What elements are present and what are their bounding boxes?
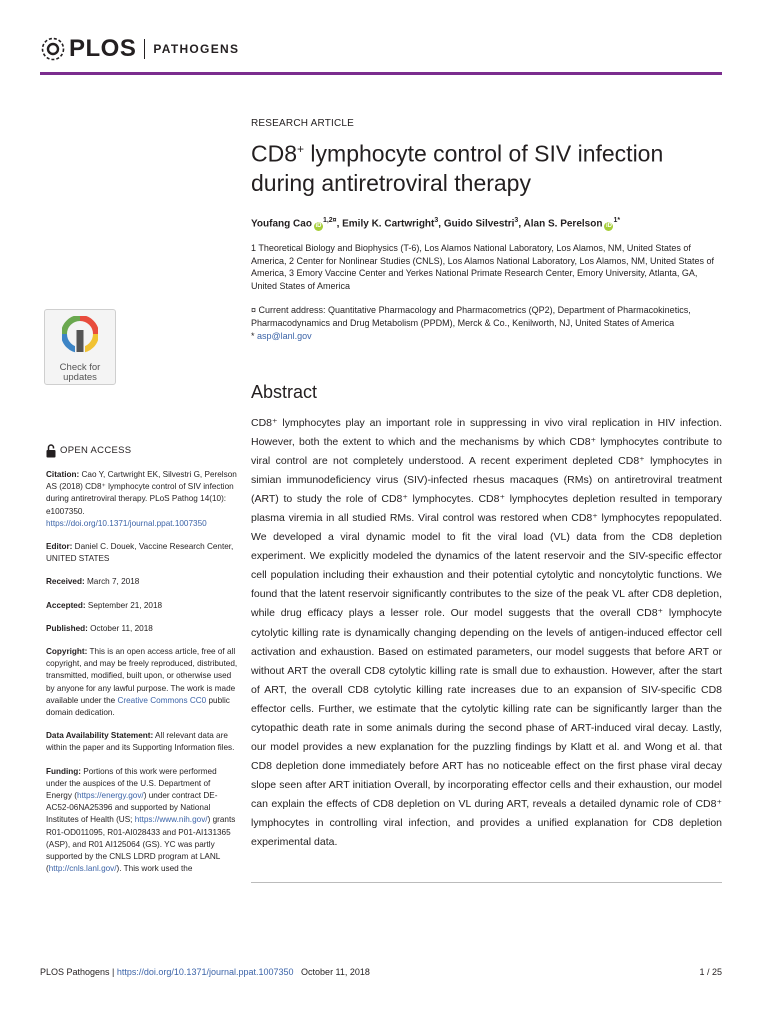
check-line-1: Check for (59, 362, 101, 373)
header-rule (40, 72, 722, 75)
journal-logo[interactable] (40, 34, 239, 64)
funding-text-2: ) under contract DE-AC52-06NA25396 and supported by National Institutes of Health (US; (46, 791, 218, 825)
author-name[interactable]: Alan S. Perelson (523, 217, 603, 229)
open-access-label (46, 444, 238, 458)
author-list: Youfang Cao $iD^{1,2¤}$, Emily K. Cartwright$^3$, Guido Silvestri$^3$, Alan S. Perelson $iD^{1*}$ (251, 216, 621, 229)
orcid-icon[interactable]: iD (605, 222, 612, 229)
author-sup: 1* (613, 216, 621, 224)
creative-commons-link[interactable]: Creative Commons CC0 (117, 695, 207, 705)
editor-label: Editor: (46, 542, 73, 552)
footer-citation (40, 967, 370, 977)
footer-journal: PLOS Pathogens | (40, 967, 117, 977)
abstract-heading: Abstract (251, 382, 318, 402)
copyright-end: public domain dedication. (46, 695, 230, 718)
funding-text-1: Portions of this work were performed under the auspices of the U.S. Department of Energy ( (46, 766, 217, 801)
published-label: Published: (46, 623, 88, 633)
cnls-link[interactable]: http://cnls.lanl.gov/ (48, 864, 117, 874)
corresponding-email-link[interactable]: asp@lanl.gov (257, 330, 312, 341)
sidebar (46, 444, 238, 886)
check-line-2: updates (63, 372, 97, 383)
citation-label: Citation: (46, 470, 80, 479)
funding-text-4: ). This work used the (116, 864, 193, 874)
author-name[interactable]: Youfang Cao (251, 217, 312, 229)
nih-gov-link[interactable]: https://www.nih.gov/ (134, 815, 208, 825)
copyright-label: Copyright: (46, 647, 88, 657)
author-sup: 3 (514, 216, 519, 224)
title-sup: + (297, 142, 305, 156)
funding (46, 766, 238, 876)
published-date: October 11, 2018 (87, 623, 153, 633)
abstract-divider (251, 882, 722, 883)
received (46, 576, 238, 588)
author-name[interactable]: Emily K. Cartwright (342, 217, 435, 229)
editor-text: Daniel C. Douek, Vaccine Research Center, UNITED STATES (46, 542, 234, 564)
author-name[interactable]: Guido Silvestri (443, 217, 515, 229)
article-type: RESEARCH ARTICLE (251, 118, 355, 129)
current-address (251, 304, 722, 342)
article-title (251, 135, 722, 198)
editor (46, 541, 238, 565)
accepted (46, 600, 238, 612)
citation (46, 469, 238, 530)
citation-text: Cao Y, Cartwright EK, Silvestri G, Perelson AS (2018) CD8⁺ lymphocyte control of SIV infection during antiretroviral therapy. PLoS Pathog 14(10): e1007350. (46, 470, 237, 516)
title-prefix: CD8 (251, 140, 298, 167)
title-rest: lymphocyte control of SIV infection during antiretroviral therapy (251, 140, 664, 196)
data-availability-label: Data Availability Statement: (46, 731, 154, 741)
orcid-icon[interactable]: iD (315, 222, 322, 229)
logo-word: PLOS (69, 35, 137, 62)
funding-text-3: ) grants R01-OD011095, R01-AI028433 and P01-AI131365 (ASP), and R01 AI125064 (GS). YC was partly supported by the CNLS LDRD program at LANL ( (46, 815, 236, 874)
received-date: March 7, 2018 (84, 577, 140, 587)
copyright-text: This is an open access article, free of all copyright, and may be freely reproduced, distributed, transmitted, modified, built upon, or otherwise used by anyone for any lawful purpose. The work is made available under the (46, 647, 238, 705)
page-number: 1 / 25 (699, 967, 722, 977)
current-address-text: ¤ Current address: Quantitative Pharmacology and Pharmacometrics (QP2), Department of Pharmacokinetics, Pharmacodynamics and Drug Metabolism (PPDM), Merck & Co., Kenilworth, NJ, United States of America (251, 305, 691, 328)
copyright (46, 646, 238, 719)
logo-separator (144, 39, 145, 59)
author-sup: 1,2¤ (322, 216, 337, 224)
check-for-updates-badge[interactable] (44, 309, 116, 385)
main-column (251, 118, 722, 849)
journal-name: PATHOGENS (153, 42, 240, 56)
footer-date: October 11, 2018 (301, 967, 370, 977)
data-availability-text: All relevant data are within the paper and its Supporting Information files. (46, 731, 235, 753)
citation-doi-link[interactable]: https://doi.org/10.1371/journal.ppat.1007350 (46, 518, 207, 528)
author-sup: 3 (434, 216, 439, 224)
plos-logo-icon (40, 36, 66, 62)
accepted-label: Accepted: (46, 600, 86, 610)
footer-doi-link[interactable]: https://doi.org/10.1371/journal.ppat.1007350 (116, 967, 294, 977)
page-footer (40, 967, 722, 977)
published (46, 623, 238, 635)
email-prefix: * (251, 330, 258, 341)
data-availability (46, 730, 238, 754)
received-label: Received: (46, 577, 85, 587)
accepted-date: September 21, 2018 (85, 600, 163, 610)
abstract-text: CD8⁺ lymphocytes play an important role in suppressing in vivo viral replication in HIV infection. However, both the extent to which and the mechanisms by which CD8⁺ lymphocytes contribute to viral control are not completely understood. A recent experiment depleted CD8⁺ lymphocytes in simian immunodeficiency virus (SIV)-infected rhesus macaques (RMs) on antiretroviral treatment (ART) to study the role of CD8⁺ lymphocytes. CD8⁺ lymphocytes depletion resulted in temporary plasma viremia in all studied RMs. Viral control was restored when CD8⁺ lymphocytes repopulated. We developed a viral dynamic model to fit the viral load (VL) data from the CD8 depletion experiment. We explicitly modeled the dynamics of the latent reservoir and the SIV-specific effector cell population including their exhaustion and their potential cytolytic and noncytolytic functions. We found that the latent reservoir significantly contributes to the size of the peak VL after CD8 depletion, while drug efficacy plays a lesser role. Our model suggests that the overall CD8⁺ lymphocyte cytolytic killing rate is dynamically changing depending on the levels of antigen-induced effector cell activation and exhaustion. Based on estimated parameters, our model suggests that before ART or without ART the overall CD8 cytolytic killing rate is small due to exhaustion. However, after the start of ART, the overall CD8 cytolytic killing rate increases due to an expansion of SIV-specific CD8 effector cells. Further, we estimate that the cytolytic killing rate can be significantly larger than the cytopathic death rate in some animals during the second phase of ART-induced viral decay. Lastly, our model provides a new explanation for the puzzling findings by Klatt et al. and Wong et al. that CD8 depletion done immediately before ART has no noticeable effect on the first phase viral decay slope seen after ART initiation Overall, by incorporating effector cells and their exhaustion, our model can explain the effects of CD8 depletion on VL during ART, reveals a detailed dynamic role of CD8⁺ lymphocytes in controlling viral infection, and provides a unified explanation for CD8 depletion experimental data. (251, 417, 722, 849)
update-badge-icon (62, 316, 98, 354)
energy-gov-link[interactable]: https://energy.gov/ (76, 791, 144, 801)
affiliations: 1 Theoretical Biology and Biophysics (T-6), Los Alamos National Laboratory, Los Alamos, NM, United States of America, 2 Center for Nonlinear Studies (CNLS), Los Alamos National Laboratory, Los Alamos, NM, United States of America, 3 Emory Vaccine Center and Yerkes National Primate Research Center, Emory University, Atlanta, GA, United States of America (251, 242, 715, 291)
open-access-text: OPEN ACCESS (60, 444, 132, 456)
funding-label: Funding: (46, 766, 82, 776)
open-lock-icon (46, 444, 56, 458)
